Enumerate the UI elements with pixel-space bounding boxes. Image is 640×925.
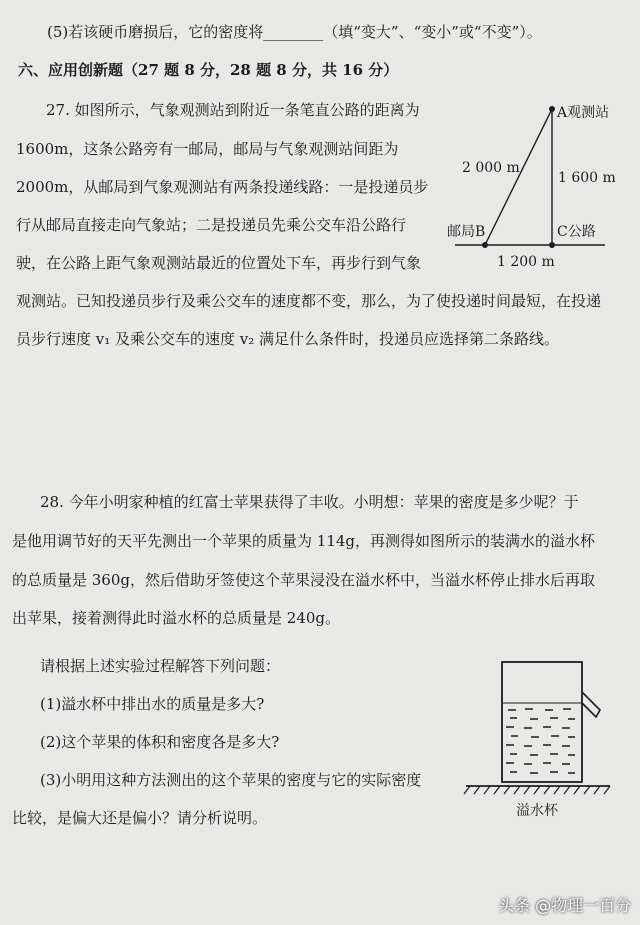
section-heading: 六、应用创新题（27 题 8 分，28 题 8 分，共 16 分） xyxy=(18,61,399,79)
label-ac: 1 600 m xyxy=(558,170,616,186)
q27-line: 2000m，从邮局到气象观测站有两条投递线路：一是投递员步 xyxy=(16,178,429,196)
q27-line: 行从邮局直接走向气象站；二是投递员先乘公交车沿公路行 xyxy=(16,216,407,234)
label-b: 邮局B xyxy=(447,224,486,240)
point-a xyxy=(549,106,555,112)
q27-line: 驶，在公路上距气象观测站最近的位置处下车，再步行到气象 xyxy=(16,254,422,272)
point-c xyxy=(549,242,555,248)
q28-line: 是他用调节好的天平先测出一个苹果的质量为 114g，再测得如图所示的装满水的溢水杯 xyxy=(12,532,596,550)
q28-sub3-cont: 比较，是偏大还是偏小？请分析说明。 xyxy=(12,809,268,827)
q28-line: 28. 今年小明家种植的红富士苹果获得了丰收。小明想：苹果的密度是多少呢？于 xyxy=(40,493,579,511)
q27-line: 1600m，这条公路旁有一邮局，邮局与气象观测站间距为 xyxy=(16,140,399,158)
ground-hatch xyxy=(464,786,610,794)
q28-sub3: (3)小明用这种方法测出的这个苹果的密度与它的实际密度 xyxy=(40,771,422,789)
label-a: A观测站 xyxy=(557,105,610,121)
label-ab: 2 000 m xyxy=(462,160,520,176)
water-dashes xyxy=(506,709,575,773)
cup-label: 溢水杯 xyxy=(516,803,558,819)
question-5: (5)若该硬币磨损后，它的密度将________（填“变大”、“变小”或“不变”）。 xyxy=(47,23,542,41)
label-bc: 1 200 m xyxy=(497,254,555,270)
distance-diagram xyxy=(447,104,616,270)
label-c: C公路 xyxy=(557,224,596,240)
q28-line: 出苹果，接着测得此时溢水杯的总质量是 240g。 xyxy=(12,609,341,627)
watermark: 头条 @物理一百分 xyxy=(498,896,632,915)
q27-line: 观测站。已知投递员步行及乘公交车的速度都不变，那么，为了使投递时间最短，在投递 xyxy=(16,292,602,310)
q27-line: 员步行速度 v₁ 及乘公交车的速度 v₂ 满足什么条件时，投递员应选择第二条路线。 xyxy=(16,330,560,348)
q28-sub1: (1)溢水杯中排出水的质量是多大? xyxy=(40,695,265,713)
point-b xyxy=(482,242,488,248)
q28-line: 的总质量是 360g，然后借助牙签使这个苹果浸没在溢水杯中，当溢水杯停止排水后再取 xyxy=(12,571,596,589)
q27-line: 27. 如图所示，气象观测站到附近一条笔直公路的距离为 xyxy=(46,101,420,119)
overflow-cup-diagram xyxy=(464,662,610,819)
line-ab xyxy=(485,109,552,245)
q28-prompt: 请根据上述实验过程解答下列问题： xyxy=(40,657,281,675)
spout xyxy=(582,692,600,717)
q28-sub2: (2)这个苹果的体积和密度各是多大? xyxy=(40,733,280,751)
